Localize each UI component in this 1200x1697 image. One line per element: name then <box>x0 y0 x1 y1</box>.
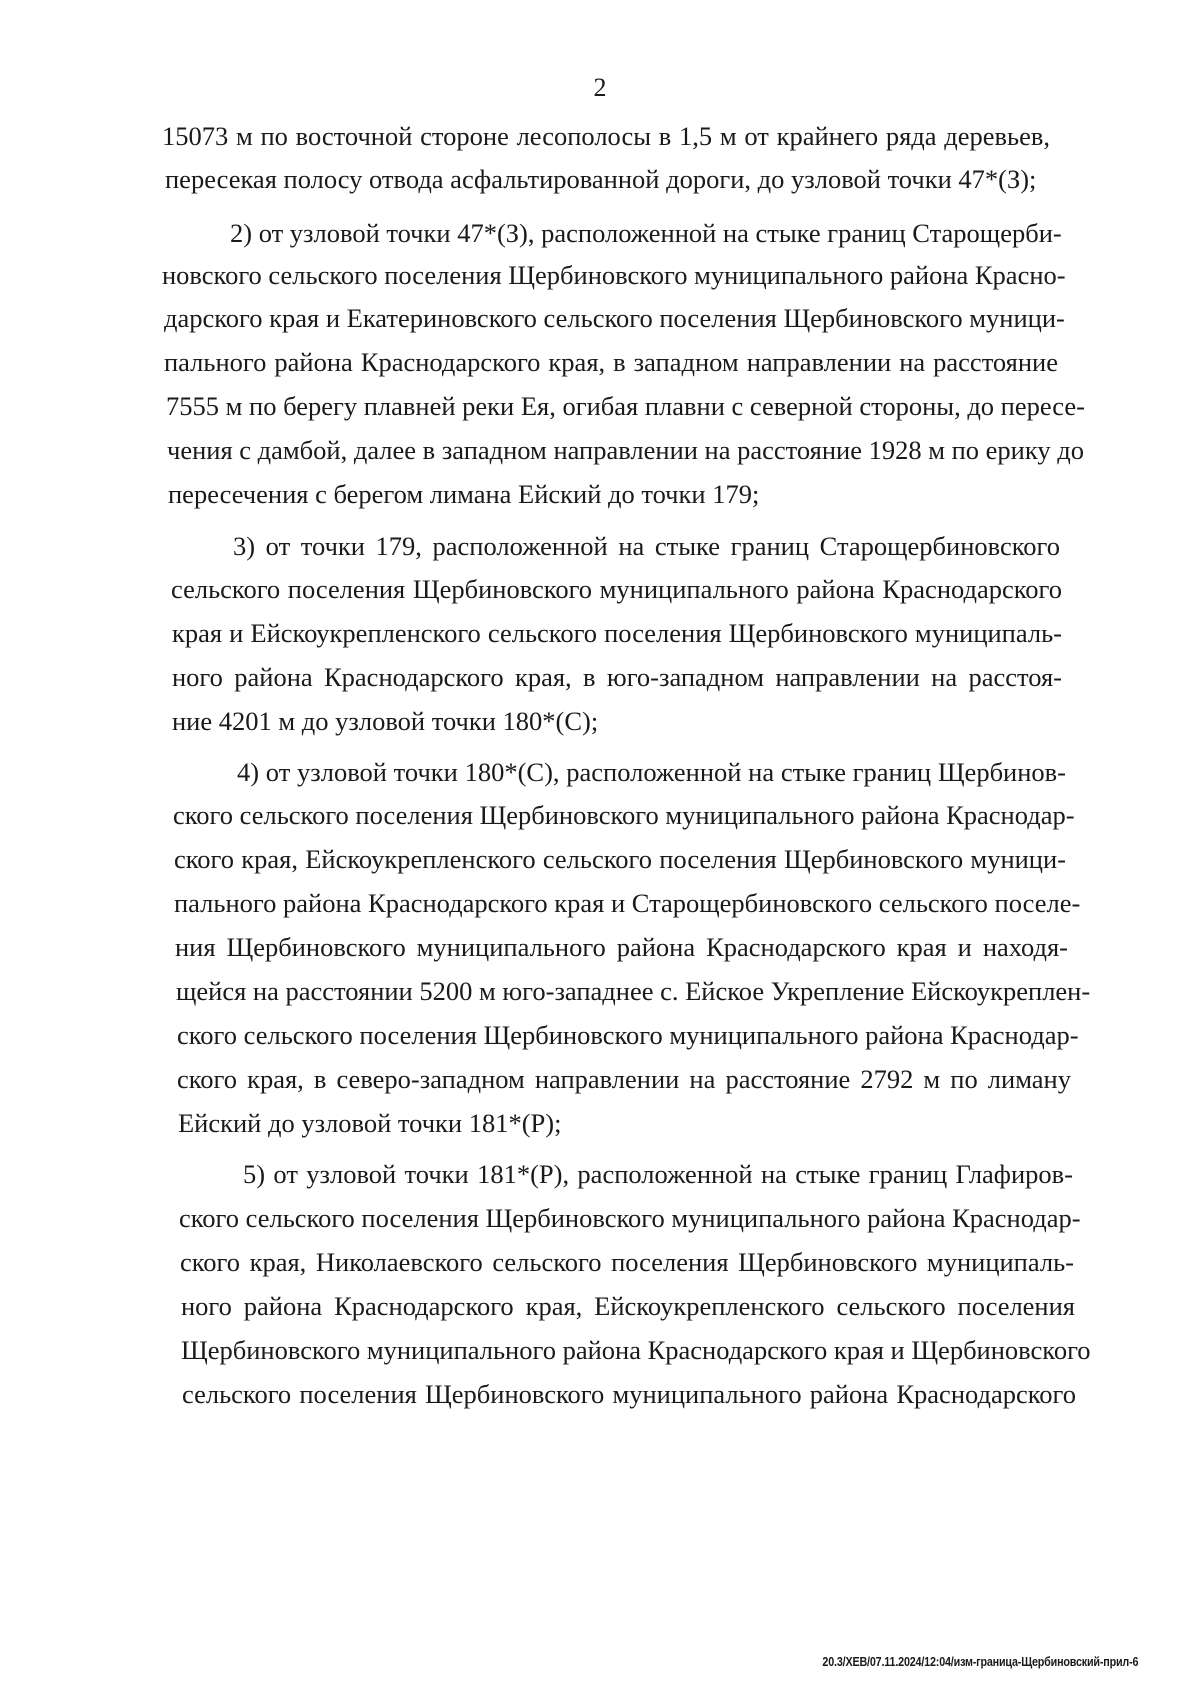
text-line: пересекая полосу отвода асфальтированной дороги, до узловой точки 47*(З); <box>165 164 1037 194</box>
text-line: пального района Краснодарского края, в западном направлении на расстояние <box>164 347 1058 377</box>
text-line: ния Щербиновского муниципального района Краснодарского края и находя- <box>175 932 1068 962</box>
text-line: ного района Краснодарского края, Ейскоукрепленского сельского поселения <box>181 1291 1075 1321</box>
text-line: Щербиновского муниципального района Краснодарского края и Щербиновского <box>181 1335 1091 1365</box>
text-line: 2) от узловой точки 47*(З), расположенной на стыке границ Старощерби- <box>230 218 1062 248</box>
text-line: ние 4201 м до узловой точки 180*(С); <box>172 706 599 736</box>
text-line: ского края, в северо-западном направлении на расстояние 2792 м по лиману <box>177 1064 1071 1094</box>
text-line: края и Ейскоукрепленского сельского поселения Щербиновского муниципаль- <box>172 618 1062 648</box>
text-line: новского сельского поселения Щербиновского муниципального района Красно- <box>162 260 1066 290</box>
text-line: пересечения с берегом лимана Ейский до точки 179; <box>168 479 760 509</box>
text-line: 5) от узловой точки 181*(Р), расположенной на стыке границ Глафиров- <box>243 1159 1073 1189</box>
text-line: пального района Краснодарского края и Старощербиновского сельского поселе- <box>174 888 1081 918</box>
text-line: дарского края и Екатериновского сельского поселения Щербиновского муници- <box>164 303 1065 333</box>
text-line: чения с дамбой, далее в западном направлении на расстояние 1928 м по ерику до <box>167 435 1084 465</box>
text-line: сельского поселения Щербиновского муниципального района Краснодарского <box>182 1379 1076 1409</box>
text-line: ского сельского поселения Щербиновского муниципального района Краснодар- <box>173 800 1075 830</box>
text-line: 3) от точки 179, расположенной на стыке границ Старощербиновского <box>233 531 1060 561</box>
text-line: сельского поселения Щербиновского муниципального района Краснодарского <box>171 574 1062 604</box>
text-line: ского края, Николаевского сельского поселения Щербиновского муниципаль- <box>180 1247 1074 1277</box>
page-number: 2 <box>593 73 607 102</box>
text-line: ского сельского поселения Щербиновского муниципального района Краснодар- <box>177 1020 1079 1050</box>
text-line: 7555 м по берегу плавней реки Ея, огибая плавни с северной стороны, до пересе- <box>166 391 1085 421</box>
text-line: Ейский до узловой точки 181*(Р); <box>178 1108 562 1138</box>
text-line: ного района Краснодарского края, в юго-западном направлении на расстоя- <box>172 662 1062 692</box>
text-line: ского края, Ейскоукрепленского сельского поселения Щербиновского муници- <box>174 844 1066 874</box>
text-line: ского сельского поселения Щербиновского муниципального района Краснодар- <box>179 1203 1081 1233</box>
document-footer-code: 20.3/ХЕВ/07.11.2024/12:04/изм-граница-Щербиновский-прил-6 <box>822 1655 1138 1669</box>
text-line: щейся на расстоянии 5200 м юго-западнее с. Ейское Укрепление Ейскоукреплен- <box>176 976 1091 1006</box>
text-line: 15073 м по восточной стороне лесополосы в 1,5 м от крайнего ряда деревьев, <box>162 121 1050 151</box>
text-line: 4) от узловой точки 180*(С), расположенной на стыке границ Щербинов- <box>237 757 1066 787</box>
